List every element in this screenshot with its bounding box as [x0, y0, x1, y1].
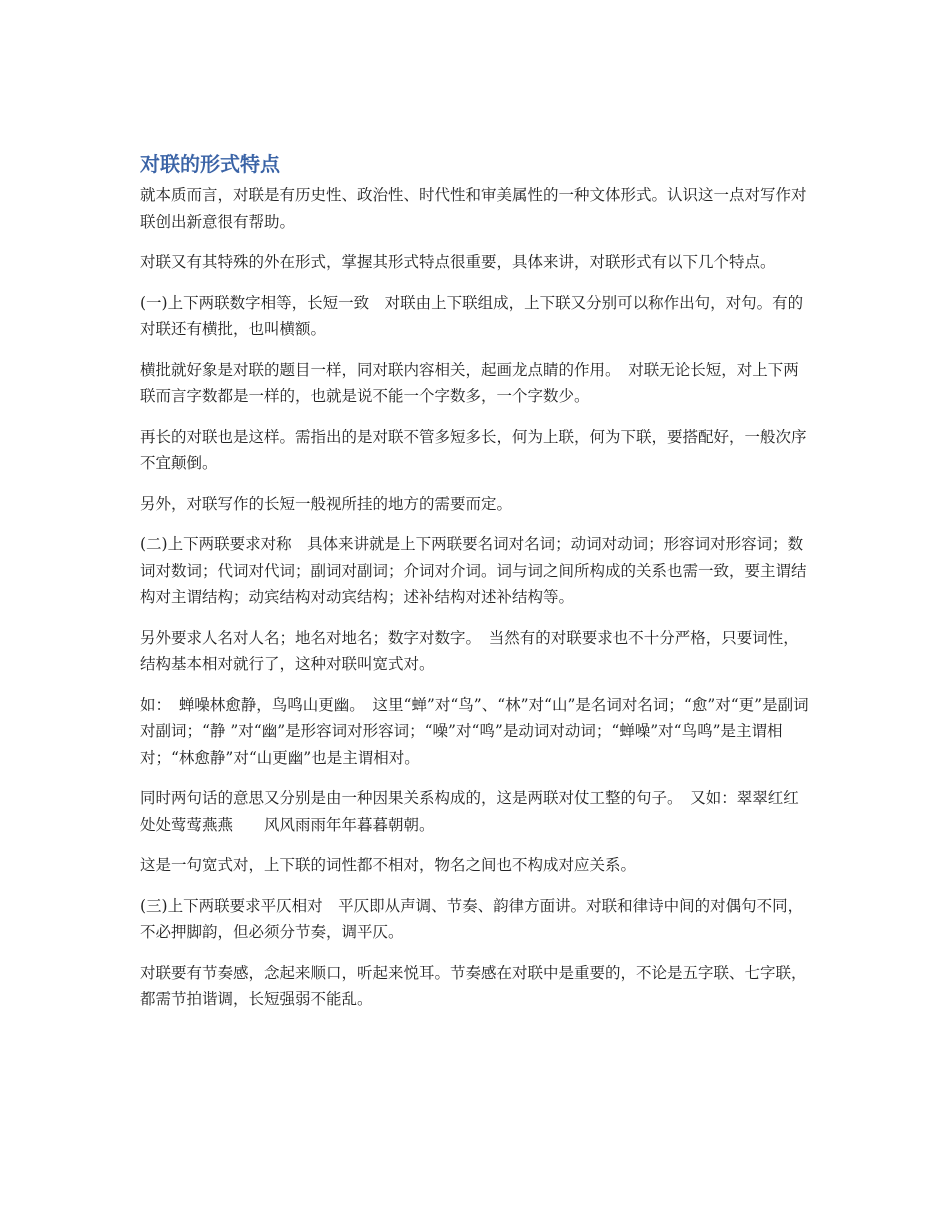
paragraph-13: 对联要有节奏感，念起来顺口，听起来悦耳。节奏感在对联中是重要的，不论是五字联、七字联，都需节拍谐调，长短强弱不能乱。	[140, 963, 807, 1008]
document-page	[140, 150, 810, 1027]
paragraph-10: 同时两句话的意思又分别是由一种因果关系构成的，这是两联对仗工整的句子。 又如：翠翠红红处处莺莺燕燕 风风雨雨年年暮暮朝朝。	[140, 789, 799, 834]
paragraph-3: (一)上下两联数字相等，长短一致 对联由上下联组成，上下联又分别可以称作出句，对句。有的对联还有横批，也叫横额。	[140, 293, 804, 338]
paragraph-2: 对联又有其特殊的外在形式，掌握其形式特点很重要，具体来讲，对联形式有以下几个特点。	[140, 253, 776, 271]
paragraph-8: 另外要求人名对人名；地名对地名；数字对数字。 当然有的对联要求也不十分严格，只要词性，结构基本相对就行了，这种对联叫宽式对。	[140, 628, 799, 673]
paragraph-1: 就本质而言，对联是有历史性、政治性、时代性和审美属性的一种文体形式。认识这一点对写作对联创出新意很有帮助。	[140, 186, 807, 231]
paragraph-12: (三)上下两联要求平仄相对 平仄即从声调、节奏、韵律方面讲。对联和律诗中间的对偶句不同，不必押脚韵，但必须分节奏，调平仄。	[140, 896, 804, 941]
paragraph-4: 横批就好象是对联的题目一样，同对联内容相关，起画龙点睛的作用。 对联无论长短，对上下两联而言字数都是一样的，也就是说不能一个字数多，一个字数少。	[140, 360, 799, 405]
paragraph-7: (二)上下两联要求对称 具体来讲就是上下两联要名词对名词；动词对动词；形容词对形容词；数词对数词；代词对代词；副词对副词；介词对介词。词与词之间所构成的关系也需一致，要主谓结构对主谓结构；动宾结构对动宾结构；述补结构对述补结构等。	[140, 535, 807, 606]
paragraph-9: 如： 蝉噪林愈静，鸟鸣山更幽。 这里“蝉”对“鸟”、“林”对“山”是名词对名词；“愈”对“更”是副词对副词；“静 ”对“幽”是形容词对形容词；“噪”对“鸣”是动词对动词；“蝉噪”对“鸟鸣”是主谓相对；“林愈静”对“山更幽”也是主谓相对。	[140, 695, 809, 767]
paragraph-11: 这是一句宽式对，上下联的词性都不相对，物名之间也不构成对应关系。	[140, 856, 637, 874]
document-title: 对联的形式特点	[140, 152, 280, 176]
paragraph-5: 再长的对联也是这样。需指出的是对联不管多短多长，何为上联，何为下联，要搭配好，一般次序不宜颠倒。	[140, 427, 807, 472]
paragraph-6: 另外，对联写作的长短一般视所挂的地方的需要而定。	[140, 494, 513, 513]
